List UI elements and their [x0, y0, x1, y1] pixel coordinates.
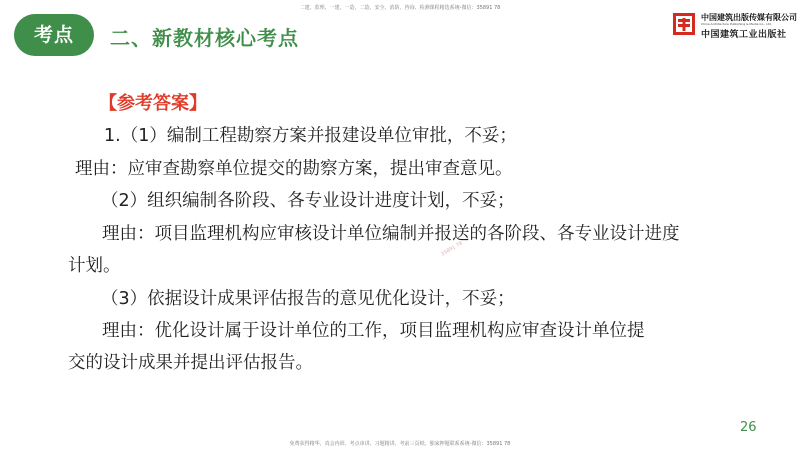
answer-line: （3）依据设计成果评估报告的意见优化设计，不妥； — [101, 289, 515, 309]
publisher-logo — [672, 10, 797, 40]
bottom-notice: 免费获得精华、真会内训、考点串讲、习题精讲、考前三页纸、独家押题联系系统-微信：35891 78 — [289, 441, 511, 447]
answer-label: 【参考答案】 — [99, 93, 207, 114]
answer-line: （2）组织编制各阶段、各专业设计进度计划，不妥； — [101, 191, 515, 211]
answer-line: 交的设计成果并提出评估报告。 — [68, 353, 313, 373]
answer-line: 理由：项目监理机构应审核设计单位编制并报送的各阶段、各专业设计进度 — [102, 224, 680, 244]
answer-line: 计划。 — [68, 256, 121, 276]
publisher-calligraphy: 中国建筑工业出版社 — [701, 30, 787, 40]
section-title: 二、新教材核心考点 — [110, 26, 299, 50]
answer-line: 1.（1）编制工程勘察方案并报建设单位审批，不妥； — [104, 126, 517, 146]
page-number: 26 — [740, 420, 757, 435]
answer-line: 理由：应审查勘察单位提交的勘察方案，提出审查意见。 — [75, 159, 513, 179]
answer-line: 理由：优化设计属于设计单位的工作，项目监理机构应审查设计单位提 — [102, 321, 645, 341]
top-notice: 二建、监理、一建、一造、二造、安全、消防、咨询、检测课程精选系统-微信：35891 78 — [299, 5, 501, 11]
publisher-emblem-icon — [672, 12, 696, 36]
publisher-name-en: China Architecture Publishing & Media Co., Ltd. — [701, 22, 772, 26]
publisher-name-cn: 中国建筑出版传媒有限公司 — [701, 13, 797, 22]
topic-badge: 考点 — [14, 14, 94, 56]
watermark: 35891 78 — [440, 240, 464, 258]
